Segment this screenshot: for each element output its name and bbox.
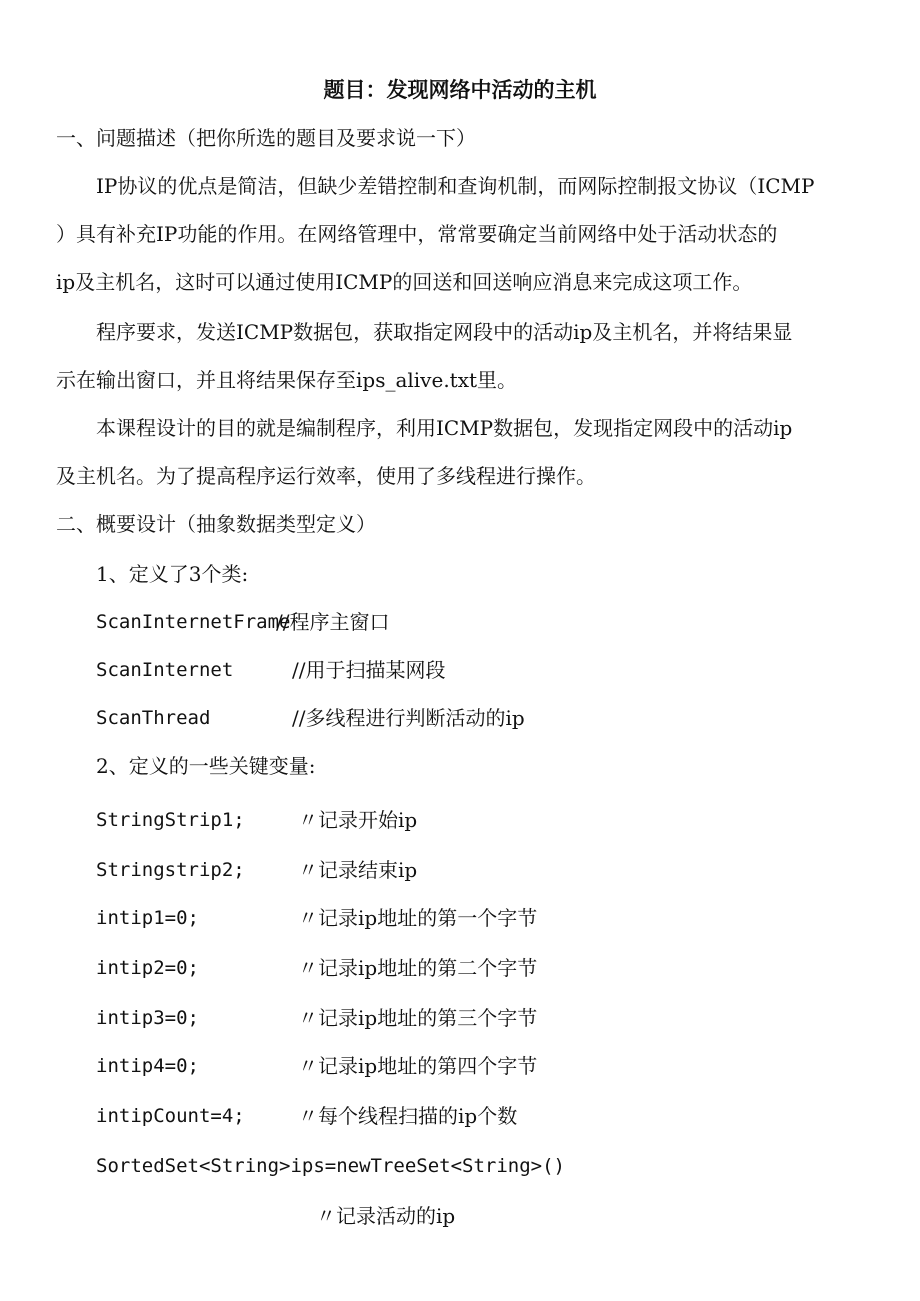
var-comment: 〃记录ip地址的第一个字节	[298, 906, 538, 930]
paragraph-2-line-2: 示在输出窗口，并且将结果保存至ips_alive.txt里。	[56, 368, 518, 392]
var-comment: 〃记录结束ip	[298, 858, 418, 882]
var-comment: 〃记录开始ip	[298, 808, 418, 832]
class-comment: //多线程进行判断活动的ip	[292, 706, 525, 730]
var-code: StringStrip1;	[96, 809, 245, 831]
class-comment: //用于扫描某网段	[292, 658, 446, 682]
vars-heading: 2、定义的一些关键变量:	[96, 754, 316, 778]
var-comment: 〃每个线程扫描的ip个数	[298, 1104, 518, 1128]
paragraph-1-line-1: IP协议的优点是简洁，但缺少差错控制和查询机制，而网际控制报文协议（ICMP	[96, 174, 815, 198]
var-code: intipCount=4;	[96, 1105, 245, 1127]
var-comment: 〃记录ip地址的第四个字节	[298, 1054, 538, 1078]
var-code: intip2=0;	[96, 957, 199, 979]
paragraph-3-line-1: 本课程设计的目的就是编制程序，利用ICMP数据包，发现指定网段中的活动ip	[96, 416, 793, 440]
class-comment: //程序主窗口	[276, 610, 390, 634]
class-name: ScanInternetFrame	[96, 611, 291, 633]
var-code: intip3=0;	[96, 1007, 199, 1029]
var-code: Stringstrip2;	[96, 859, 245, 881]
paragraph-1-line-3: ip及主机名，这时可以通过使用ICMP的回送和回送响应消息来完成这项工作。	[56, 270, 753, 294]
var-comment: 〃记录ip地址的第三个字节	[298, 1006, 538, 1030]
class-name: ScanInternet	[96, 659, 234, 681]
page-title: 题目：发现网络中活动的主机	[323, 77, 597, 102]
class-name: ScanThread	[96, 707, 211, 729]
paragraph-3-line-2: 及主机名。为了提高程序运行效率，使用了多线程进行操作。	[56, 464, 596, 488]
var-code: intip4=0;	[96, 1055, 199, 1077]
paragraph-1-line-2: ）具有补充IP功能的作用。在网络管理中，常常要确定当前网络中处于活动状态的	[56, 222, 778, 246]
var-code: intip1=0;	[96, 907, 199, 929]
paragraph-2-line-1: 程序要求，发送ICMP数据包，获取指定网段中的活动ip及主机名，并将结果显	[96, 320, 793, 344]
section2-heading: 二、概要设计（抽象数据类型定义）	[56, 512, 376, 536]
var-comment: 〃记录ip地址的第二个字节	[298, 956, 538, 980]
classes-heading: 1、定义了3个类:	[96, 562, 249, 586]
sortedset-code: SortedSet<String>ips=newTreeSet<String>()	[96, 1155, 565, 1177]
section1-heading: 一、问题描述（把你所选的题目及要求说一下）	[56, 126, 476, 150]
sortedset-comment: 〃记录活动的ip	[316, 1204, 456, 1228]
